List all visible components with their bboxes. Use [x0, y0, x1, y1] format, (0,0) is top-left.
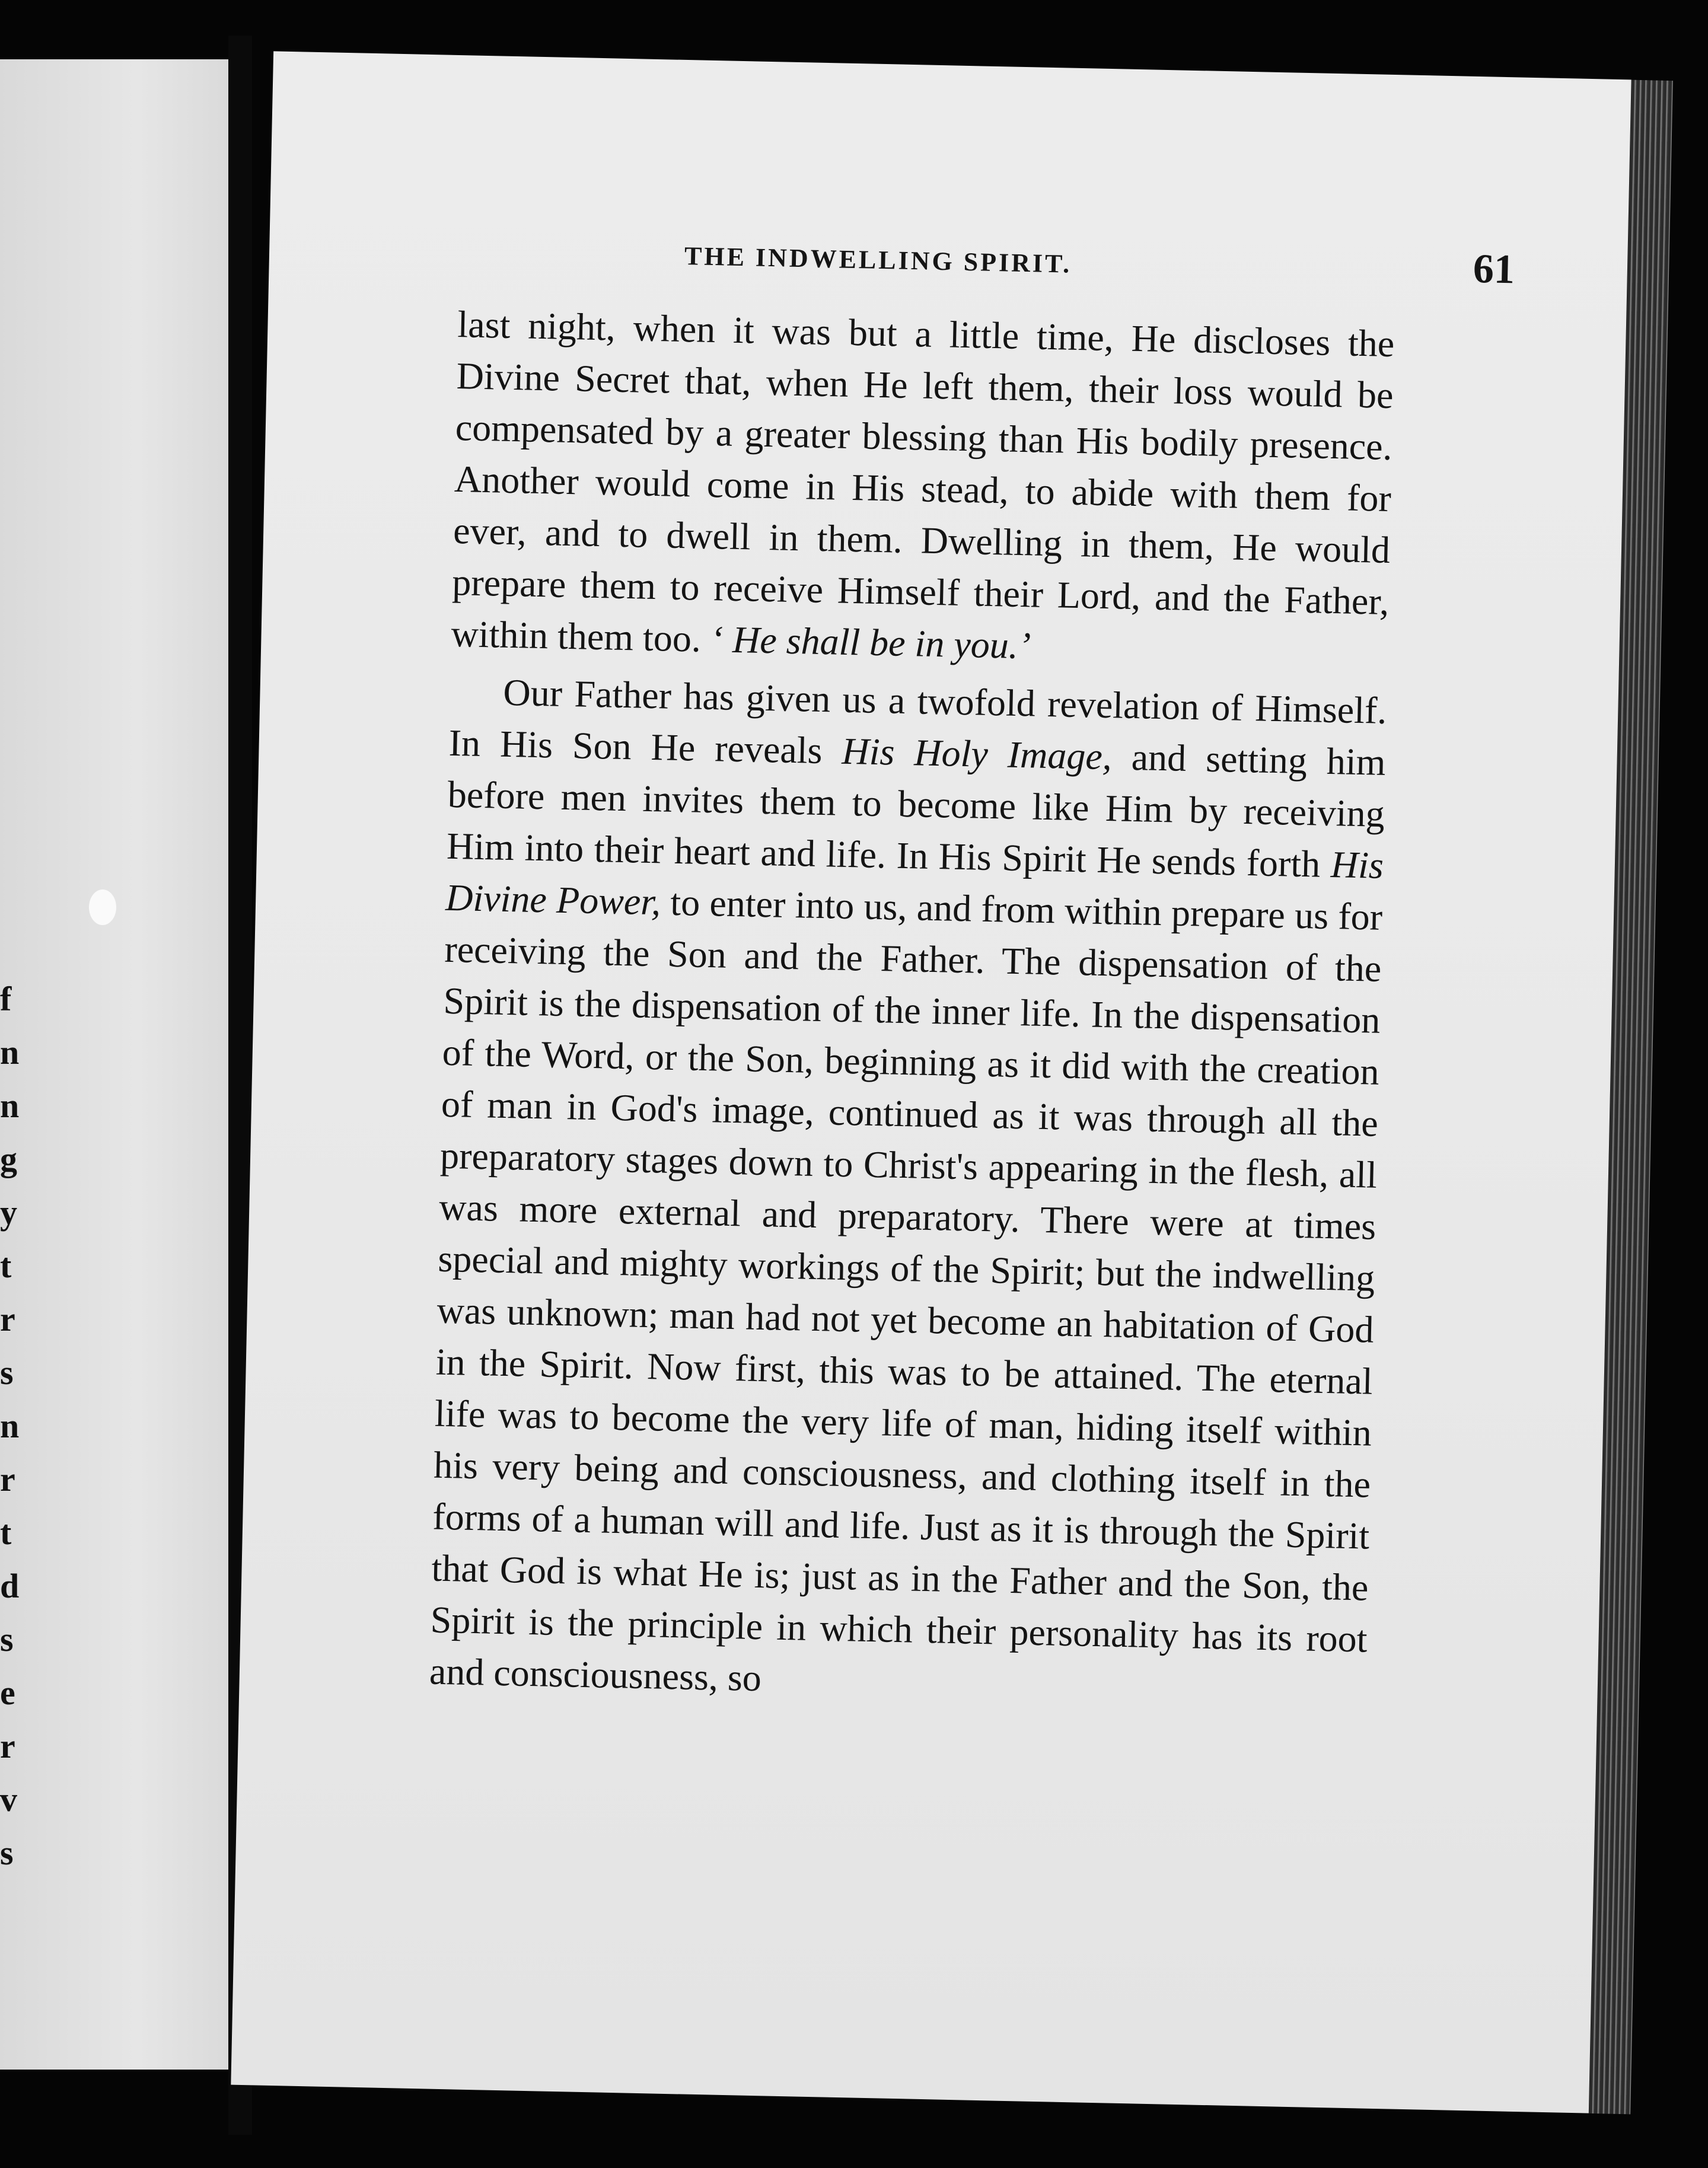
paragraph: [429, 665, 1387, 1717]
edge-letter: d: [0, 1567, 20, 1605]
edge-letter: s: [0, 1834, 14, 1872]
running-head: THE INDWELLING SPIRIT.: [684, 241, 1072, 279]
edge-letter: s: [0, 1620, 14, 1659]
facing-page-edge-text: [0, 973, 24, 1880]
paragraph: [451, 298, 1395, 679]
edge-letter: g: [0, 1140, 17, 1178]
text-run: last night, when it was but a little time, He discloses the Divine Secret that, when He left them, their loss would be compensated by a greater blessing than His bodily presence. Another would come in His stead, to abide with them for ever, and to dwell in them. Dwelling in them, He would prepare them to receive Himself their Lord, and the Father, within them too.: [450, 303, 1395, 661]
paper-speck: [89, 889, 116, 925]
text-run: to enter into us, and from within prepare us for receiving the Son and the Father. The dispensation of the Spirit is the dispensation of the inner life. In the dispensation of the Word, or the Son, beginning as it did with the creation of man in God's image, continued as it was through all the preparatory stages down to Christ's appearing in the flesh, all was more external and preparatory. There were at times special and mighty workings of the Spirit; but the indwelling was unknown; man had not yet become an habitation of God in the Spirit. Now first, this was to be attained. The eternal life was to become the very life of man, hiding itself within his very being and consciousness, and clothing itself in the forms of a human will and life. Just as it is through the Spirit that God is what He is; just as in the Father and the Son, the Spirit is the principle in which their personality has its root and consciousness, so: [429, 881, 1383, 1700]
edge-letter: v: [0, 1780, 17, 1819]
book-page: [231, 51, 1631, 2113]
text-run: and setting him before men invites them to become like Him by receiving Him into their heart and life. In His Spirit He sends forth: [446, 735, 1387, 886]
edge-letter: n: [0, 1033, 20, 1072]
text-run: Our Father has given us a twofold revelation of Himself. In His Son He reveals: [448, 671, 1388, 772]
edge-letter: e: [0, 1673, 15, 1712]
facing-page: [0, 59, 228, 2070]
edge-letter: n: [0, 1407, 20, 1445]
edge-letter: s: [0, 1353, 14, 1392]
edge-letter: r: [0, 1727, 15, 1765]
edge-letter: f: [0, 980, 12, 1018]
italic-phrase: His Divine Power,: [445, 843, 1384, 923]
page-body: [429, 298, 1395, 1717]
italic-quote: ‘ He shall be in you.’: [710, 618, 1031, 667]
edge-letter: r: [0, 1460, 15, 1499]
edge-letter: r: [0, 1300, 15, 1338]
edge-letter: t: [0, 1513, 12, 1552]
italic-phrase: His Holy Image,: [841, 729, 1113, 778]
page-number: 61: [1473, 246, 1515, 293]
page-header: [577, 227, 1515, 299]
edge-letter: y: [0, 1193, 17, 1232]
edge-letter: n: [0, 1086, 20, 1125]
edge-letter: t: [0, 1246, 12, 1285]
